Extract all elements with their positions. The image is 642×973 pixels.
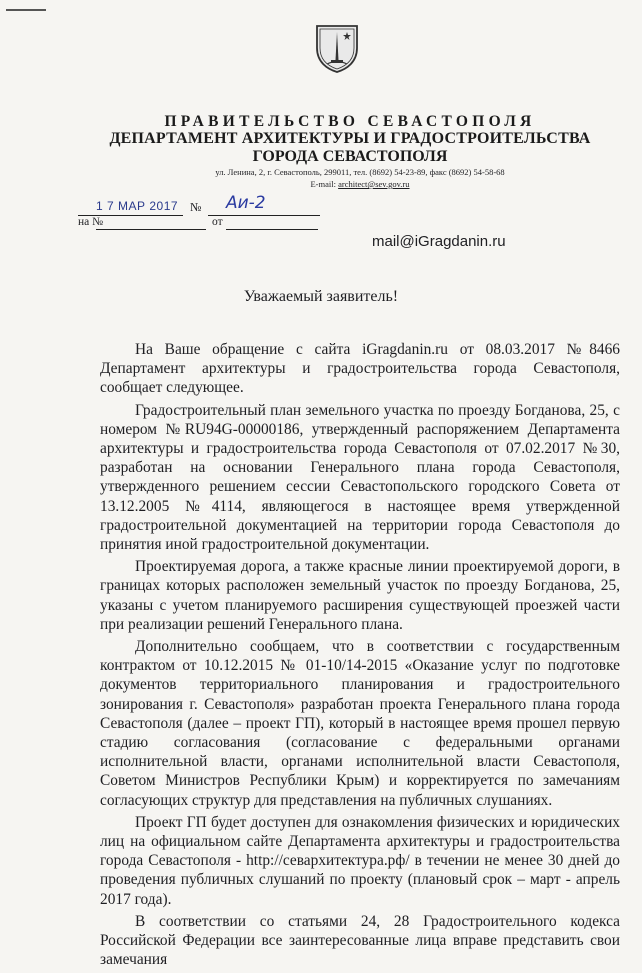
reference-number-line <box>96 216 206 230</box>
reference-date-line <box>226 216 318 230</box>
address-block <box>170 166 550 190</box>
salutation: Уважаемый заявитель! <box>243 288 399 305</box>
reference-number-label: на № <box>78 216 104 228</box>
email-line <box>170 178 550 190</box>
recipient-email: mail@iGragdanin.ru <box>372 233 506 250</box>
department-title: ДЕПАРТАМЕНТ АРХИТЕКТУРЫ И ГРАДОСТРОИТЕЛЬСТВА <box>109 130 591 147</box>
reference-date-label: от <box>212 216 223 228</box>
paragraph: В соответствии со статьями 24, 28 Градостроительного кодекса Российской Федерации все заинтересованные лица вправе представить свои замечания <box>100 912 620 969</box>
city-title: ГОРОДА СЕВАСТОПОЛЯ <box>252 148 448 165</box>
sevastopol-coat-of-arms-icon <box>315 24 359 74</box>
paragraph: На Ваше обращение с сайта iGragdanin.ru от 08.03.2017 №8466 Департамент архитектуры и градостроительства города Севастополя, сообщает следующее. <box>100 341 620 397</box>
number-label: № <box>190 200 202 214</box>
government-title: ПРАВИТЕЛЬСТВО СЕВАСТОПОЛЯ <box>164 113 536 130</box>
date-stamp: 1 7 МАР 2017 <box>96 199 179 213</box>
letter-body <box>100 340 620 973</box>
paragraph: Градостроительный план земельного участка по проезду Богданова, 25, с номером №RU94G-00000186, утвержденный распоряжением Департамента архитектуры и градостроительства города Севастополя от 07.02.2017 №30, разработан на основании Генерального плана города Севастополя, утвержденного решением сессии Севастопольского городского Совета от 13.12.2005 №4114, являющегося в настоящее время утвержденной градостроительной документацией на территории города Севастополя до принятия иной градостроительной документации. <box>100 401 620 554</box>
corner-mark <box>6 9 46 11</box>
paragraph: Проектируемая дорога, а также красные линии проектируемой дороги, в границах которых расположен земельный участок по проезду Богданова, 25, указаны с учетом планируемого расширения существующей проезжей части при реализации решений Генерального плана. <box>100 558 620 633</box>
paragraph: Дополнительно сообщаем, что в соответствии с государственным контрактом от 10.12.2015 № 01-10/14-2015 «Оказание услуг по подготовке документов территориального планирования и градостроительного зонирования г. Севастополя» разработан проекта Генерального плана города Севастополя (далее – проект ГП), который в настоящее время прошел первую стадию согласования (согласование с федеральными органами исполнительной власти, органами исполнительной власти Севастополя, Советом Министров Республики Крым) и корректируется по замечаниям согласующих структур для представления на публичных слушаниях. <box>100 638 620 809</box>
handwritten-number: Аи-2 <box>226 193 266 213</box>
department-email-link[interactable]: architect@sev.gov.ru <box>338 179 410 189</box>
email-label: E-mail: <box>310 179 336 189</box>
paragraph: Проект ГП будет доступен для ознакомления физических и юридических лиц на официальном сайте Департамента архитектуры и градостроительства города Севастополя - http://севархитектура.рф/ в течении не менее 30 дней до проведения публичных слушаний по проекту (плановый срок – март - апрель 2017 года). <box>100 813 620 908</box>
address-line: ул. Ленина, 2, г. Севастополь, 299011, тел. (8692) 54-23-89, факс (8692) 54-58-68 <box>215 167 505 177</box>
